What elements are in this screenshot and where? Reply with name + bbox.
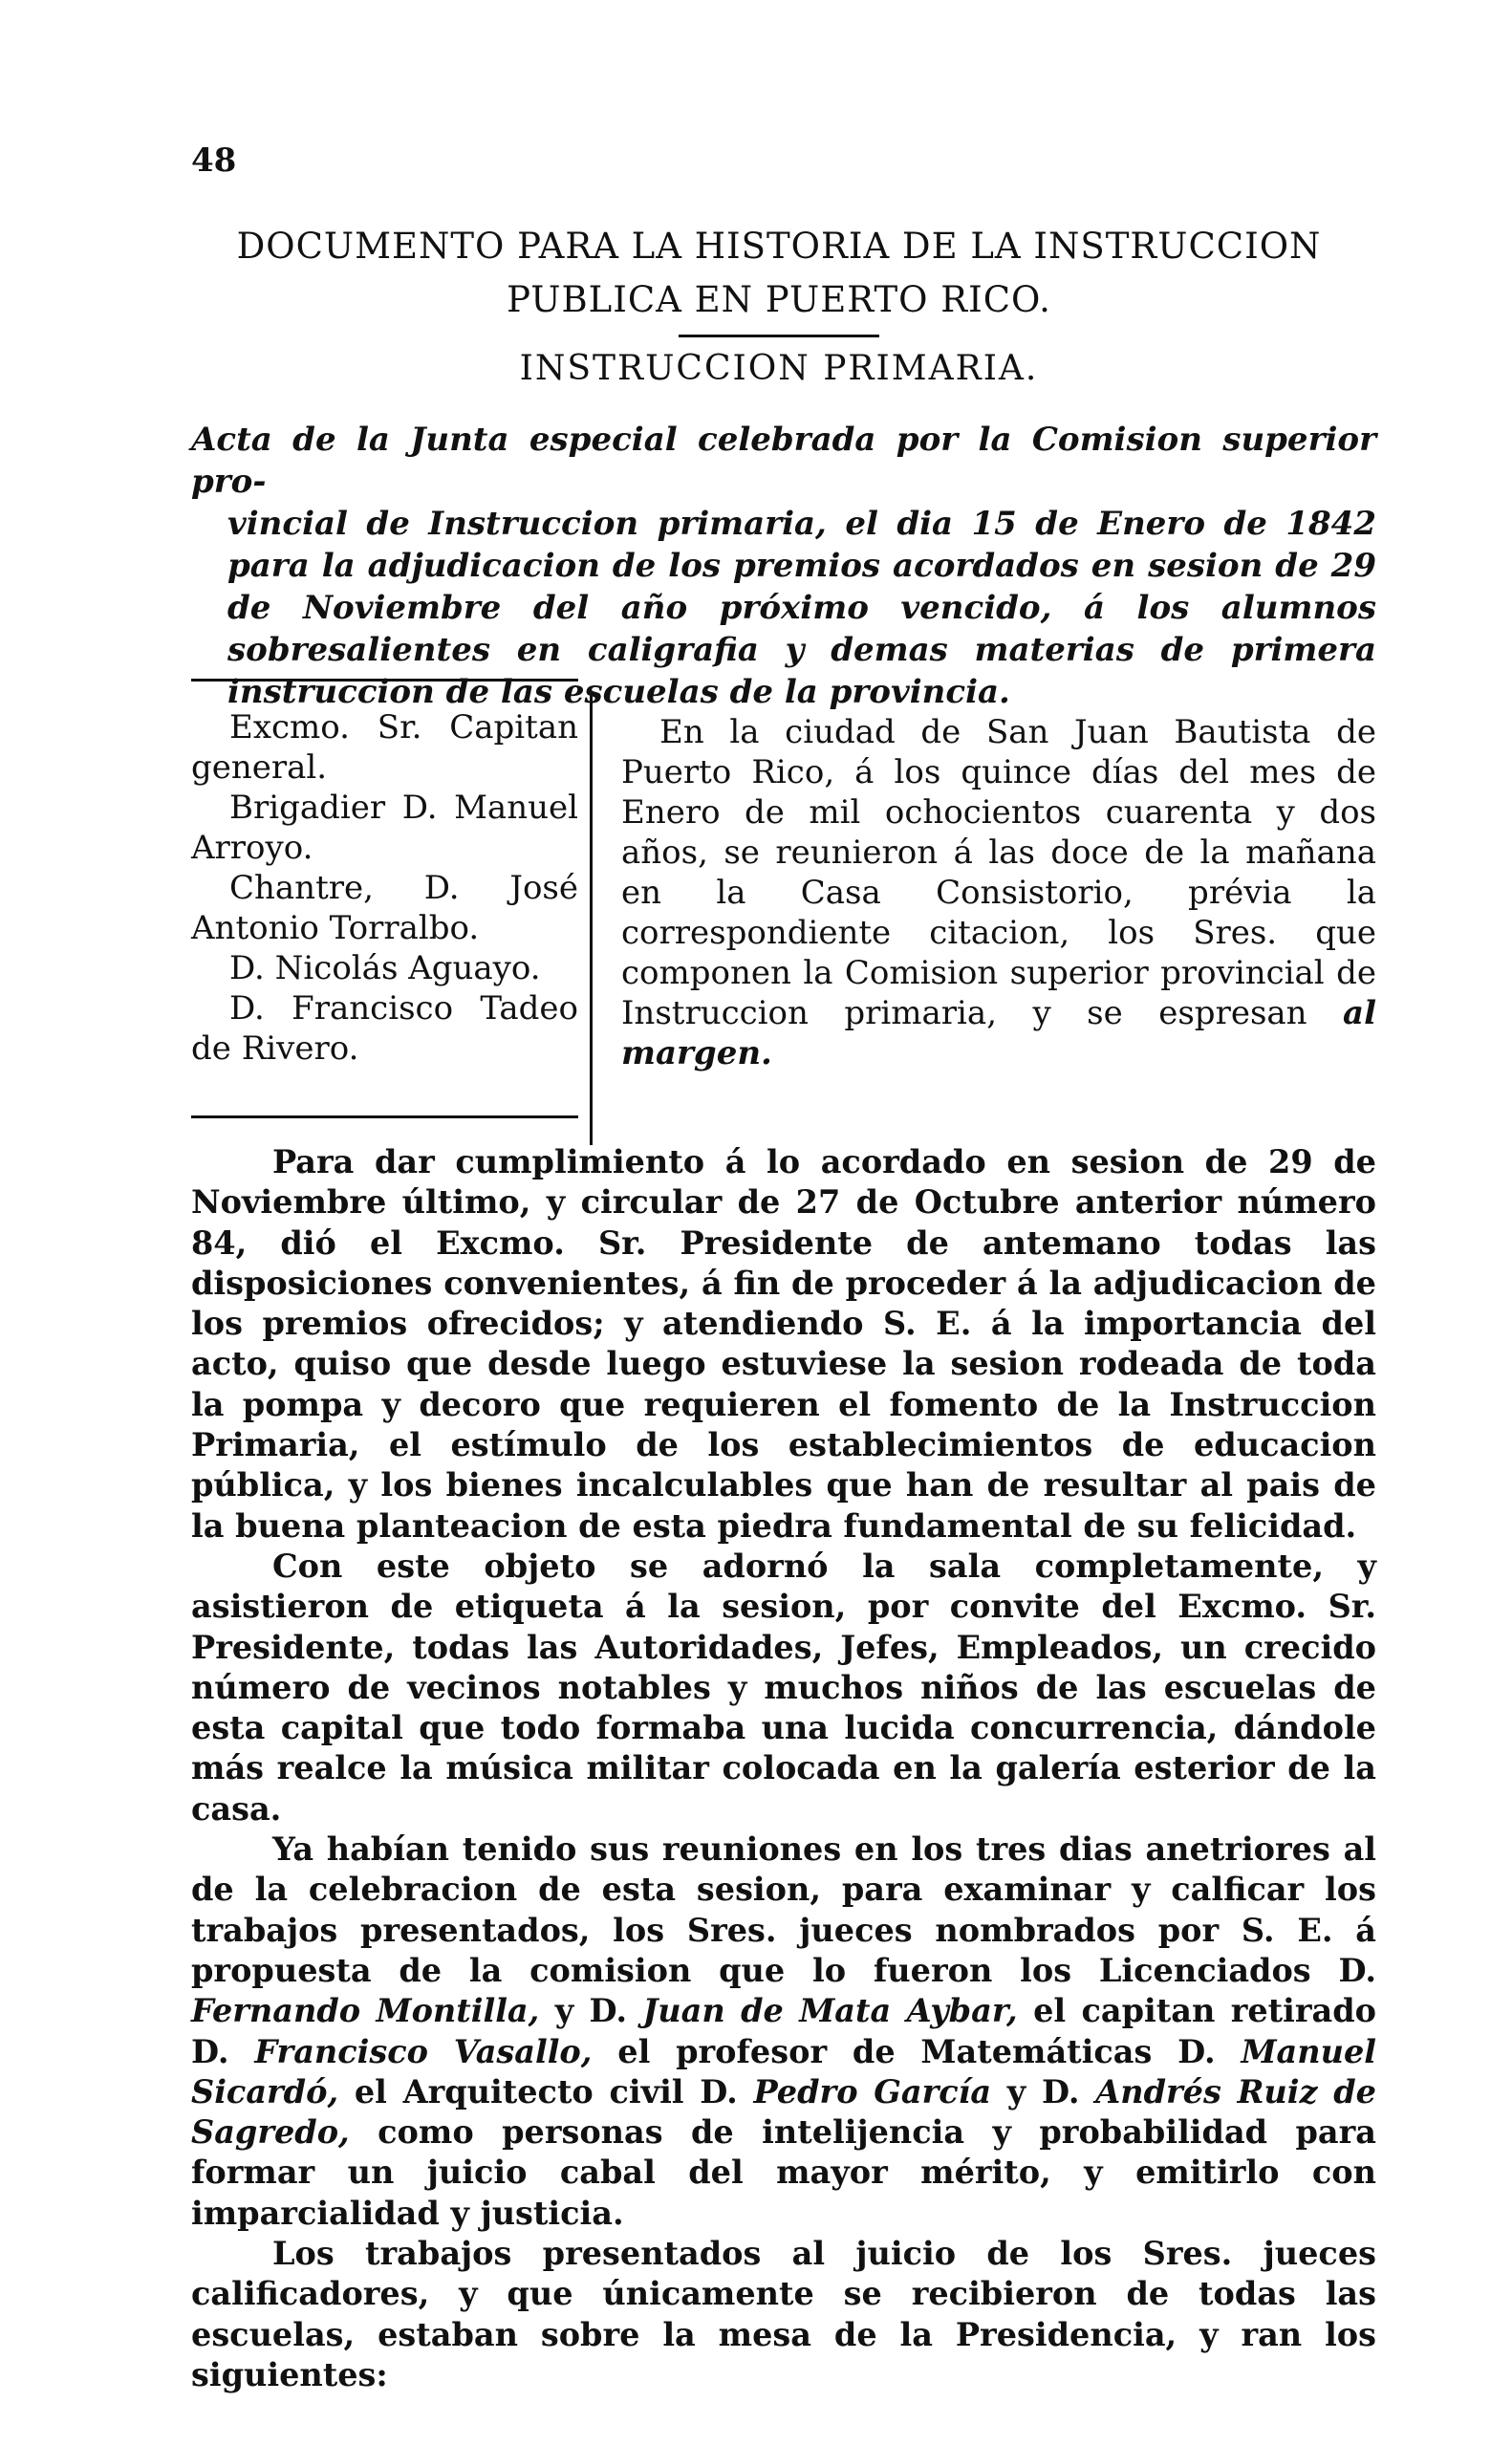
italic-tail: al margen. xyxy=(621,994,1376,1072)
jueces-paragraph: Ya habían tenido sus reuniones en los tres dias anetriores al de la celebracion de esta sesion, para examinar y calficar los trabajos presentados, los Sres. jueces nombrados por S. E. á propuesta de la comision que lo fueron los Licenciados D. Fernando Montilla, y D. Juan de Mata Aybar, el capitan retirado D. Francisco Vasallo, el profesor de Matemáticas D. Manuel Sicardó, el Arquitecto civil D. Pedro García y D. Andrés Ruiz de Sagredo, como personas de intelijencia y probabilidad para formar un juicio cabal del mayor mérito, y emitirlo con imparcialidad y justicia. xyxy=(191,1830,1377,2232)
judge-name: Pedro García xyxy=(753,2072,992,2110)
title-divider xyxy=(679,335,879,337)
abstract xyxy=(191,419,1376,713)
margin-entry: Chantre, D. José Antonio Torralbo. xyxy=(191,869,578,947)
title-line-2: PUBLICA EN PUERTO RICO. xyxy=(507,279,1051,320)
margin-entry: Excmo. Sr. Capitan general. xyxy=(191,708,578,787)
judge-name: Juan de Mata Aybar, xyxy=(642,1992,1018,2030)
body-paragraph: Los trabajos presentados al juicio de los Sres. jueces calificadores, y que únicamente se recibieron de todas las escuelas, estaban sobre la mesa de la Presidencia, y ran los siguientes: xyxy=(191,2235,1376,2393)
judge-name: Manuel Sicardó, xyxy=(191,2032,1377,2110)
margin-top-rule xyxy=(191,679,578,682)
margin-attendees xyxy=(191,707,578,1069)
opening-paragraph: En la ciudad de San Juan Bautista de Puerto Rico, á los quince días del mes de Enero de mil ochocientos cuarenta y dos años, se reunieron á las doce de la mañana en la Casa Consistorio, prévia la correspondiente citacion, los Sres. que componen la Comision superior provincial de Instruccion primaria, y se espresan al margen. xyxy=(621,713,1376,1072)
margin-bottom-rule xyxy=(191,1115,578,1118)
judge-name: Francisco Vasallo, xyxy=(254,2032,593,2070)
column-divider xyxy=(590,696,593,1145)
abstract-first-line: Acta de la Junta especial celebrada por la Comision superior pro- xyxy=(191,421,1376,501)
document-title xyxy=(186,220,1372,327)
margin-entry: Brigadier D. Manuel Arroyo. xyxy=(191,789,578,867)
body-paragraph: Para dar cumplimiento á lo acordado en sesion de 29 de Noviembre último, y circular de 27 de Octubre anterior número 84, dió el Excmo. Sr. Presidente de antemano todas las disposiciones convenientes, á fin de proceder á la adjudicacion de los premios ofrecidos; y atendiendo S. E. á la importancia del acto, quiso que desde luego estuviese la sesion rodeada de toda la pompa y decoro que requieren el fomento de la Instruccion Primaria, el estímulo de los establecimientos de educacion pública, y los bienes incalculables que han de resultar al pais de la buena planteacion de esta piedra fundamental de su felicidad. xyxy=(191,1143,1376,1545)
title-line-1: DOCUMENTO PARA LA HISTORIA DE LA INSTRUCCION xyxy=(236,226,1322,267)
margin-entry: D. Francisco Tadeo de Rivero. xyxy=(191,989,578,1068)
judge-name: Fernando Montilla, xyxy=(191,1992,540,2030)
page-number: 48 xyxy=(191,141,237,180)
body-text xyxy=(191,1142,1376,2395)
margin-entry: D. Nicolás Aguayo. xyxy=(229,949,541,987)
judge-name: Andrés Ruiz de Sagredo, xyxy=(191,2072,1376,2152)
body-paragraph: Con este objeto se adornó la sala completamente, y asistieron de etiqueta á la sesion, por convite del Excmo. Sr. Presidente, todas las Autoridades, Jefes, Empleados, un crecido número de vecinos notables y muchos niños de las escuelas de esta capital que todo formaba una lucida concurrencia, dándole más realce la música militar colocada en la galería esterior de la casa. xyxy=(191,1547,1376,1828)
section-subtitle: INSTRUCCION PRIMARIA. xyxy=(519,349,1039,388)
abstract-rest: vincial de Instruccion primaria, el dia 15 de Enero de 1842 para la adjudicacion de los premios acordados en sesion de 29 de Noviembre del año próximo vencido, á los alumnos sobresalientes en caligrafia y demas materias de primera instruccion de las escuelas de la provincia. xyxy=(227,505,1376,711)
